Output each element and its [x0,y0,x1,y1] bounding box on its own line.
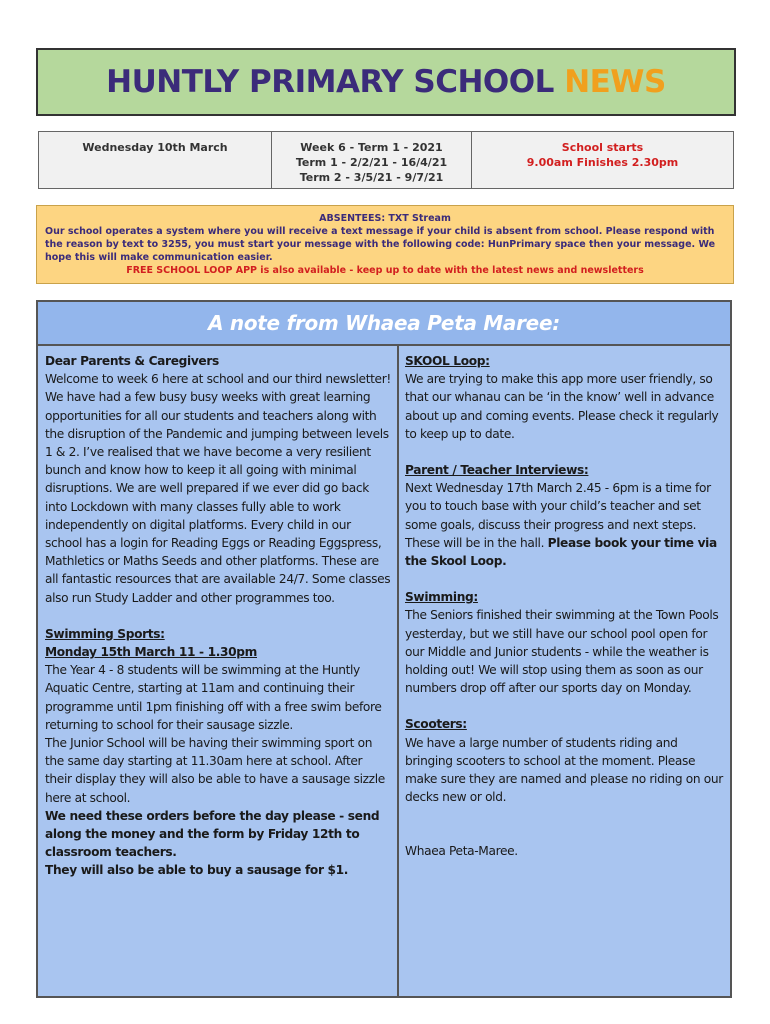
spacer [405,697,724,715]
interviews-heading: Parent / Teacher Interviews: [405,463,589,478]
school-times-cell [472,132,733,188]
scooters-heading: Scooters: [405,717,467,732]
signoff: Whaea Peta-Maree. [405,844,518,859]
absentees-box [36,205,734,284]
skool-loop-heading: SKOOL Loop: [405,354,490,368]
swimming-sports-heading: Swimming Sports: [45,626,165,641]
free-app-notice: FREE SCHOOL LOOP APP is also available - keep up to date with the latest news and newsletters [126,265,644,276]
term-cell [272,132,472,188]
intro-paragraph: Welcome to week 6 here at school and our third newsletter! We have had a few busy busy weeks with great learning opportunities for all our students and teachers along with the disruption of the Pandemic and jumping between levels 1 & 2. I’ve realised that we have become a very resilient bunch and know how to keep it all going with minimal disruptions. We are well prepared if we ever did go back into Lockdown with many classes fully able to work independently on digital platforms. Every child in our school has a login for Reading Eggs or Reading Eggspress, Mathletics or Maths Seeds and other platforms. These are all fantastic resources that are available 24/7. Some classes also run Study Ladder and other programmes too. [45,372,391,605]
newsletter-title [106,64,666,100]
issue-date: Wednesday 10th March [82,141,228,154]
absentees-body: Our school operates a system where you will receive a text message if your child is absent from school. Please respond with the reason by text to 3255, you must start your message with the following code: HunPrimary space then your message. We hope this will make communication easier. [45,226,716,263]
title-accent: NEWS [564,64,666,100]
swimming-body: The Seniors finished their swimming at the Town Pools yesterday, but we still have our school pool open for our Middle and Junior students - while the weather is holding out! We will stop using them as soon as our numbers drop off after our sports day on Monday. [405,608,719,696]
date-cell [39,132,272,188]
principal-note [36,300,732,998]
note-left-column [38,346,399,996]
interviews-paragraph [405,479,724,570]
note-columns [38,346,730,996]
note-right-column [399,346,730,996]
spacer [45,607,391,625]
school-starts-label: School starts [561,141,644,154]
swimming-sports-junior: The Junior School will be having their swimming sport on the same day starting at 11.30am here at school. After their display they will also be able to have a sausage sizzle here at school. [45,736,385,805]
interviews-body: Next Wednesday 17th March 2.45 - 6pm is a time for you to touch base with your child’s teacher and set some goals, discuss their progress and next steps. These will be in the hall. [405,481,711,550]
greeting: Dear Parents & Caregivers [45,354,219,368]
note-heading: A note from Whaea Peta Maree: [208,311,560,335]
school-times: 9.00am Finishes 2.30pm [526,156,679,169]
spacer [405,824,724,842]
spacer [405,806,724,824]
swimming-sports-senior: The Year 4 - 8 students will be swimming at the Huntly Aquatic Centre, starting at 11am and continuing their programme until 1pm finishing off with a free swim before returning to school for their sausage sizzle. [45,663,382,732]
scooters-body: We have a large number of students riding and bringing scooters to school at the moment. Please make sure they are named and please no riding on our decks new or old. [405,735,723,805]
term-week: Week 6 - Term 1 - 2021 [300,141,443,154]
sausage-notice: They will also be able to buy a sausage for $1. [45,863,349,878]
title-main: HUNTLY PRIMARY SCHOOL [106,64,554,100]
info-row [38,131,734,189]
spacer [405,570,724,588]
swimming-heading: Swimming: [405,590,478,605]
orders-notice: We need these orders before the day please - send along the money and the form by Friday 12th to classroom teachers. [45,808,380,860]
term1-dates: Term 1 - 2/2/21 - 16/4/21 [295,156,448,169]
swimming-sports-date: Monday 15th March 11 - 1.30pm [45,645,257,660]
spacer [405,443,724,461]
absentees-title: ABSENTEES: TXT Stream [319,213,451,224]
skool-loop-body: We are trying to make this app more user friendly, so that our whanau can be ‘in the know’ well in advance about up and coming events. Please check it regularly to keep up to date. [405,372,719,441]
term2-dates: Term 2 - 3/5/21 - 9/7/21 [299,171,444,184]
note-header [38,302,730,346]
masthead [36,48,736,116]
interviews-booking: Please book your time via the Skool Loop. [405,535,717,569]
